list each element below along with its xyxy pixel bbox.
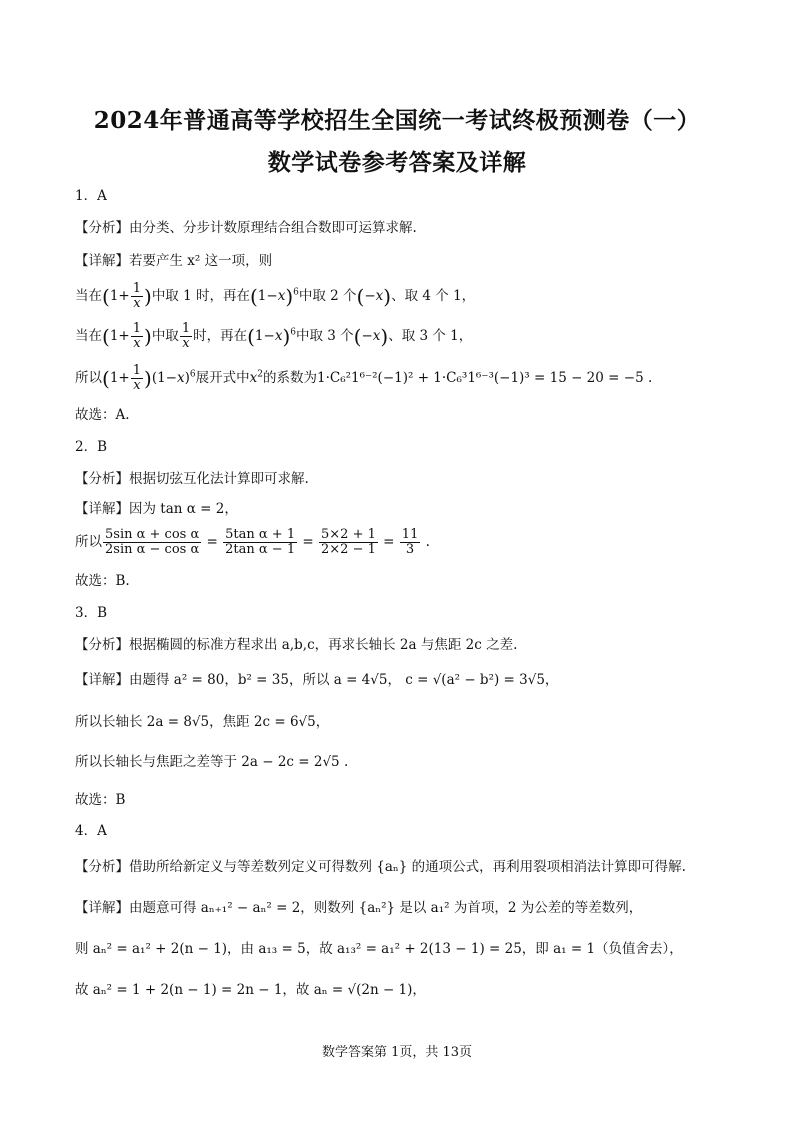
q3-number: 3．B: [75, 605, 108, 621]
q2-answer: 故选：B.: [75, 573, 130, 589]
q4-step1: 则 aₙ² = a₁² + 2(n − 1)，由 a₁₃ = 5，故 a₁₃² = a₁² + 2(13 − 1) = 25，即 a₁ = 1（负值舍去），: [75, 941, 683, 957]
q1-step1-text-b: 中取 1 时，再在: [151, 288, 250, 304]
q1-step3: 所以(1+ $\frac{1}{x}$ )$(1-x)^6$展开式中$x^2$的系数为1·C₆²1⁶⁻²(−1)² + 1·C₆³1⁶⁻³(−1)³ = 15 − 20 = −5 .: [75, 363, 653, 393]
q1-step2-text-e: 、取 3 个 1，: [388, 328, 473, 344]
q1-analysis: 【分析】由分类、分步计数原理结合组合数即可运算求解.: [75, 220, 417, 236]
q1-step1: 当在(1+ $\frac{1}{x}$ )中取 1 时，再在$(1-x)^6$中取 2 个(−x)、取 4 个 1，: [75, 281, 476, 311]
q1-step2-text-a: 当在: [75, 328, 102, 344]
q3-analysis: 【分析】根据椭圆的标准方程求出 a,b,c，再求长轴长 2a 与焦距 2c 之差.: [75, 637, 518, 653]
q2-fraction-4: $\frac{11}{3}$: [401, 527, 419, 557]
q2-analysis: 【分析】根据切弦互化法计算即可求解.: [75, 471, 309, 487]
q4-number: 4．A: [75, 823, 107, 839]
q1-step1-text-c: 中取 2 个: [298, 288, 357, 304]
q2-fraction-2: $\frac{\text{5tan α + 1}}{\text{2tan α − 1}}$: [225, 527, 296, 557]
q1-step3-text-b: 展开式中: [195, 370, 250, 386]
q4-step2: 故 aₙ² = 1 + 2(n − 1) = 2n − 1，故 aₙ = √(2n − 1)，: [75, 982, 426, 998]
q1-step1-text-d: 、取 4 个 1，: [391, 288, 476, 304]
page-subtitle: 数学试卷参考答案及详解: [267, 149, 527, 176]
q1-answer: 故选：A.: [75, 407, 130, 423]
q3-step2: 所以长轴长与焦距之差等于 2a − 2c = 2√5 .: [75, 754, 349, 770]
q3-step1: 所以长轴长 2a = 8√5，焦距 2c = 6√5，: [75, 714, 330, 730]
q2-calc-prefix: 所以: [75, 534, 102, 550]
q1-step2-text-d: 中取 3 个: [295, 328, 354, 344]
page-footer: 数学答案第 1页，共 13页: [321, 1045, 473, 1060]
q2-calculation: 所以 $\frac{\text{5sin α + cos α}}{\text{2sin α − cos α}}$ = $\frac{\text{5tan α + 1}}{\text{2tan α − 1}}$ = $\frac{5\times 2 + 1}{2\times 2 - 1}$ = $\frac{11}{3}$ .: [75, 527, 430, 557]
q2-detail: 【详解】因为 tan α = 2，: [75, 501, 238, 517]
q3-answer: 故选：B: [75, 792, 126, 808]
q1-step2-text-b: 中取: [151, 328, 179, 344]
q1-coefficient-formula: 1·C₆²1⁶⁻²(−1)² + 1·C₆³1⁶⁻³(−1)³ = 15 − 20 = −5 .: [316, 370, 653, 386]
q4-analysis: 【分析】借助所给新定义与等差数列定义可得数列 {aₙ} 的通项公式，再利用裂项相消法计算即可得解.: [75, 859, 686, 875]
q1-number: 1．A: [75, 188, 107, 204]
q1-step2: 当在(1+ $\frac{1}{x}$ )中取 $\frac{1}{x}$ 时，再在$(1-x)^6$中取 3 个(−x)、取 3 个 1，: [75, 321, 473, 351]
q1-detail: 【详解】若要产生 x² 这一项，则: [75, 253, 273, 269]
q4-detail: 【详解】由题意可得 aₙ₊₁² − aₙ² = 2，则数列 {aₙ²} 是以 a₁² 为首项，2 为公差的等差数列，: [75, 900, 643, 916]
q1-step3-text-a: 所以: [75, 370, 102, 386]
q1-step3-text-c: 的系数为: [262, 370, 317, 386]
q2-fraction-1: $\frac{\text{5sin α + cos α}}{\text{2sin α − cos α}}$: [105, 527, 200, 557]
q3-detail: 【详解】由题得 a² = 80，b² = 35，所以 a = 4√5， c = √(a² − b²) = 3√5，: [75, 672, 559, 688]
q1-step2-text-c: 时，再在: [193, 328, 248, 344]
q2-number: 2．B: [75, 439, 108, 455]
q1-step1-text-a: 当在: [75, 288, 102, 304]
page-title: 2024年普通高等学校招生全国统一考试终极预测卷（一）: [93, 107, 701, 134]
q2-fraction-3: $\frac{5\times 2 + 1}{2\times 2 - 1}$: [321, 527, 376, 557]
